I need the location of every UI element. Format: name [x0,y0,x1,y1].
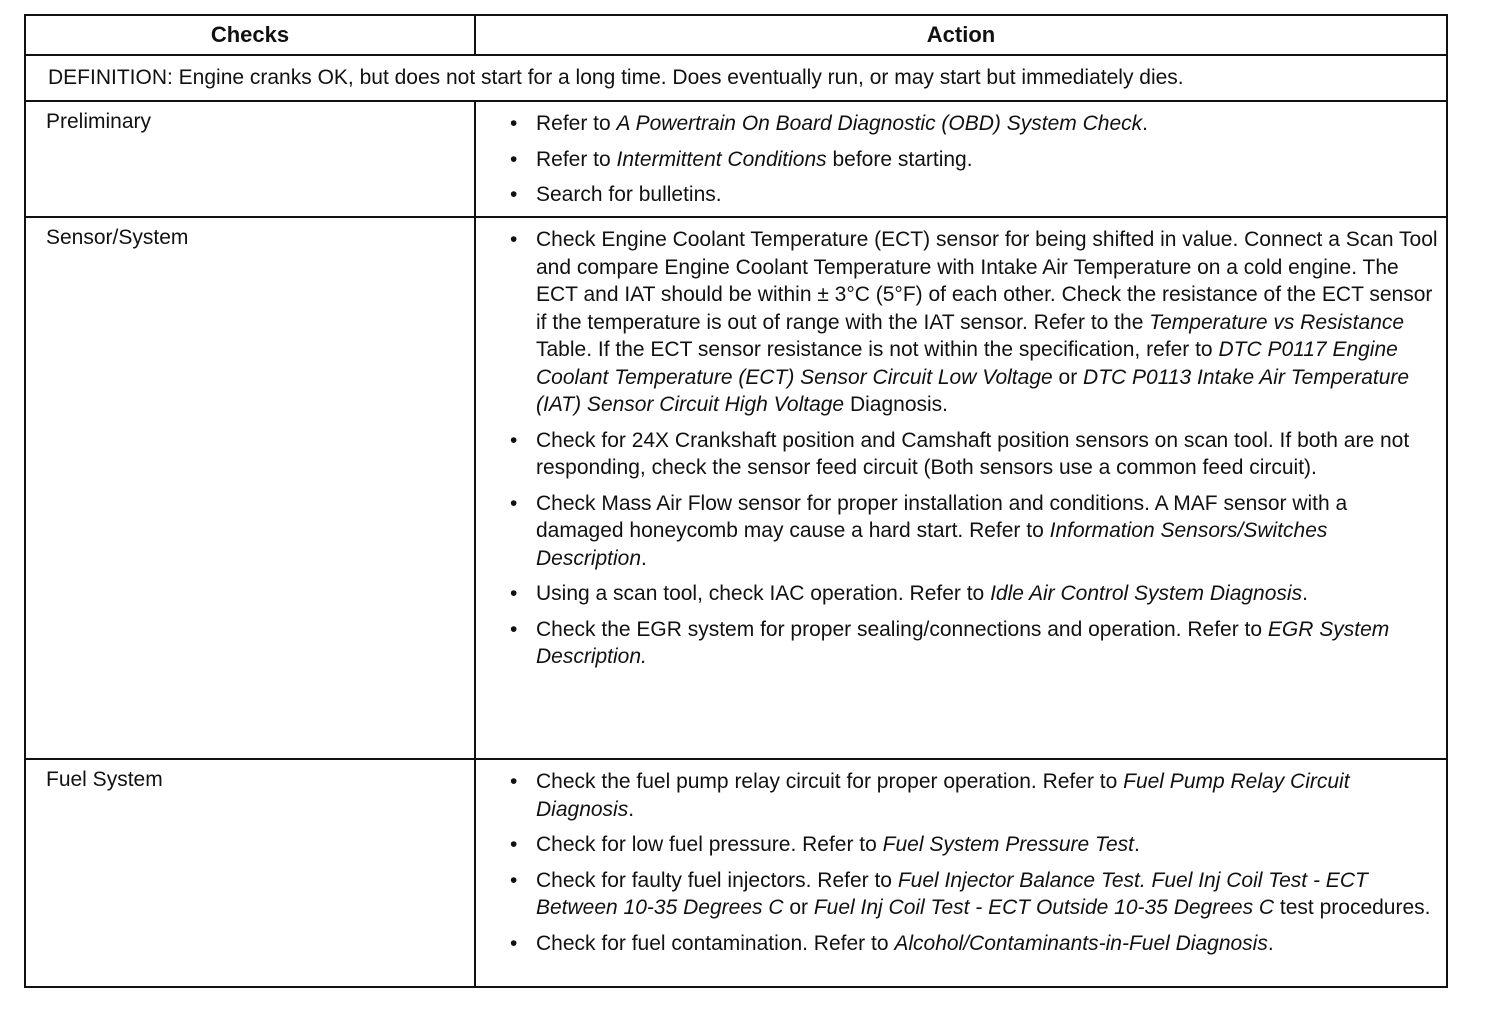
action-item [510,181,1438,209]
header-action: Action [926,22,996,47]
action-item [510,616,1438,671]
reference-text: Alcohol/Contaminants-in-Fuel Diagnosis [894,931,1268,955]
table-row-sensor-system [26,218,1446,760]
action-text: Refer to [536,112,617,135]
action-text: . [628,797,635,821]
action-item [510,580,1438,608]
table-row-fuel-system [26,760,1446,986]
check-label: Sensor/System [26,218,476,758]
action-text: . [1133,833,1140,856]
reference-text: Fuel System Pressure Test [882,833,1134,856]
action-list [476,102,1446,215]
action-text: Check Mass Air Flow sensor for proper installation and conditions. A MAF sensor with a damaged honeycomb may cause a hard start. Refer to [536,491,1348,542]
check-label: Preliminary [26,102,476,216]
action-item [510,427,1438,482]
action-text: . [1267,931,1274,955]
action-list [476,218,1446,677]
definition-row: DEFINITION: Engine cranks OK, but does not start for a long time. Does eventually run, or may start but immediately dies. [26,56,1446,102]
action-item [510,930,1438,958]
action-item [510,110,1438,138]
reference-text: Fuel Injector Balance Test. Fuel Inj Coil Test - ECT Between 10-35 Degrees C [536,868,1368,919]
reference-text: DTC P0113 Intake Air Temperature (IAT) Sensor Circuit High Voltage [536,365,1410,416]
action-list [476,760,1446,963]
action-item [510,768,1438,823]
reference-text: Information Sensors/Switches Description [536,519,1328,570]
action-item [510,146,1438,174]
check-label: Fuel System [26,760,476,986]
table-header-row [26,16,1446,56]
action-text: test procedures. [1274,896,1431,919]
action-text: Diagnosis. [844,393,948,416]
diagnosis-table [24,14,1448,988]
action-text: . [1302,582,1308,605]
header-checks: Checks [26,16,476,54]
action-text: or [1052,365,1084,389]
reference-text: Temperature vs Resistance [1149,310,1405,334]
reference-text: Idle Air Control System Diagnosis [990,582,1303,605]
action-text: Check for faulty fuel injectors. Refer to [536,868,898,892]
action-text: Refer to [536,147,617,171]
action-item [510,490,1438,573]
action-item [510,867,1438,922]
action-text: Check for 24X Crankshaft position and Camshaft position sensors on scan tool. If both are not responding, check the sensor feed circuit (Both sensors use a common feed circuit). [536,428,1410,479]
action-text: Using a scan tool, check IAC operation. Refer to [536,582,991,605]
action-text: Table. If the ECT sensor resistance is not within the specification, refer to [536,338,1219,361]
action-text: Check for fuel contamination. Refer to [536,931,895,955]
action-text: Check for low fuel pressure. Refer to [536,833,883,856]
action-text: or [783,896,814,919]
action-text: Check the fuel pump relay circuit for proper operation. Refer to [536,770,1124,793]
reference-text: Fuel Pump Relay Circuit Diagnosis [536,770,1350,821]
reference-text: Fuel Inj Coil Test - ECT Outside 10-35 Degrees C [813,896,1275,919]
table-row-preliminary [26,102,1446,218]
action-item [510,226,1438,419]
action-text: Check Engine Coolant Temperature (ECT) sensor for being shifted in value. Connect a Scan Tool and compare Engine Coolant Temperature with Intake Air Temperature on a cold engine. The ECT and IAT should be within ± 3°C (5°F) of each other. Check the resistance of the ECT sensor if the temperature is out of range with the IAT sensor. Refer to the [536,228,1438,334]
reference-text: A Powertrain On Board Diagnostic (OBD) System Check [616,112,1143,135]
reference-text: EGR System Description. [536,617,1390,668]
action-item [510,831,1438,859]
action-text: before starting. [826,147,973,171]
action-text: Search for bulletins. [536,183,722,206]
reference-text: DTC P0117 Engine Coolant Temperature (ECT) Sensor Circuit Low Voltage [536,338,1398,389]
reference-text: Intermittent Conditions [616,147,827,171]
action-text: . [1142,112,1148,135]
action-text: Check the EGR system for proper sealing/connections and operation. Refer to [536,617,1268,641]
action-text: . [641,546,647,570]
